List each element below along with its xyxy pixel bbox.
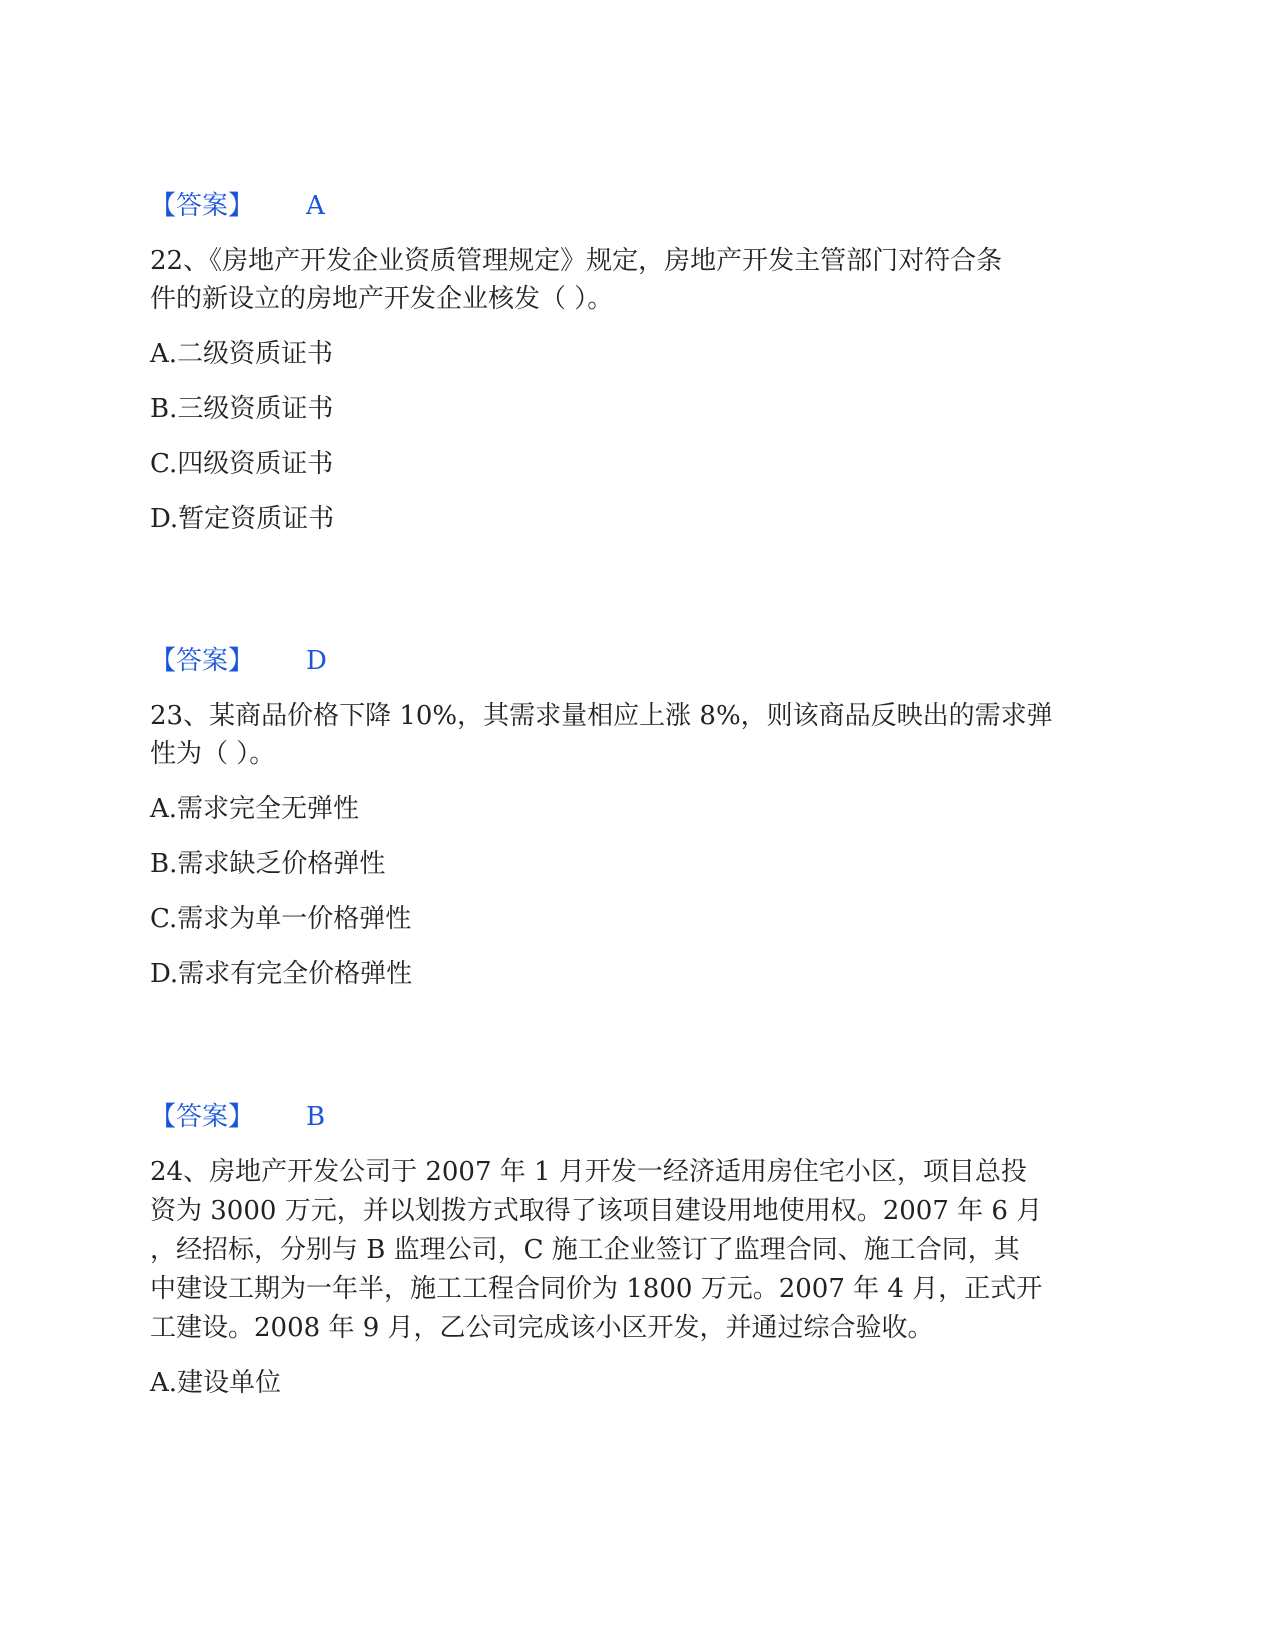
answer-label: 【答案】	[150, 646, 255, 676]
question-text: 性为（ ）。	[150, 739, 276, 769]
option-a: A.建设单位	[150, 1368, 282, 1398]
option-c: C.需求为单一价格弹性	[150, 904, 412, 934]
question-text: 中建设工期为一年半，施工工程合同价为 1800 万元。2007 年 4 月，正式开	[150, 1274, 1043, 1304]
answer-value: A	[306, 191, 325, 221]
question-text: 件的新设立的房地产开发企业核发（ ）。	[150, 284, 614, 314]
answer-label: 【答案】	[150, 1102, 255, 1132]
question-text: 23、某商品价格下降 10%，其需求量相应上涨 8%，则该商品反映出的需求弹	[150, 701, 1053, 731]
question-text: 工建设。2008 年 9 月，乙公司完成该小区开发，并通过综合验收。	[150, 1313, 934, 1343]
answer-line	[150, 643, 327, 679]
answer-value: B	[306, 1102, 326, 1132]
option-d: D.暂定资质证书	[150, 504, 335, 534]
question-text: 资为 3000 万元，并以划拨方式取得了该项目建设用地使用权。2007 年 6 月	[150, 1196, 1043, 1226]
option-a: A.二级资质证书	[150, 339, 334, 369]
answer-value: D	[306, 646, 327, 676]
option-b: B.需求缺乏价格弹性	[150, 849, 386, 879]
question-text: 24、房地产开发公司于 2007 年 1 月开发一经济适用房住宅小区，项目总投	[150, 1157, 1027, 1187]
answer-line	[150, 1099, 325, 1135]
option-a: A.需求完全无弹性	[150, 794, 360, 824]
answer-label: 【答案】	[150, 191, 255, 221]
question-text: ，经招标，分别与 B 监理公司，C 施工企业签订了监理合同、施工合同，其	[150, 1235, 1020, 1265]
option-d: D.需求有完全价格弹性	[150, 959, 413, 989]
option-b: B.三级资质证书	[150, 394, 334, 424]
answer-line	[150, 188, 325, 224]
option-c: C.四级资质证书	[150, 449, 334, 479]
question-text: 22、《房地产开发企业资质管理规定》规定，房地产开发主管部门对符合条	[150, 246, 1003, 276]
